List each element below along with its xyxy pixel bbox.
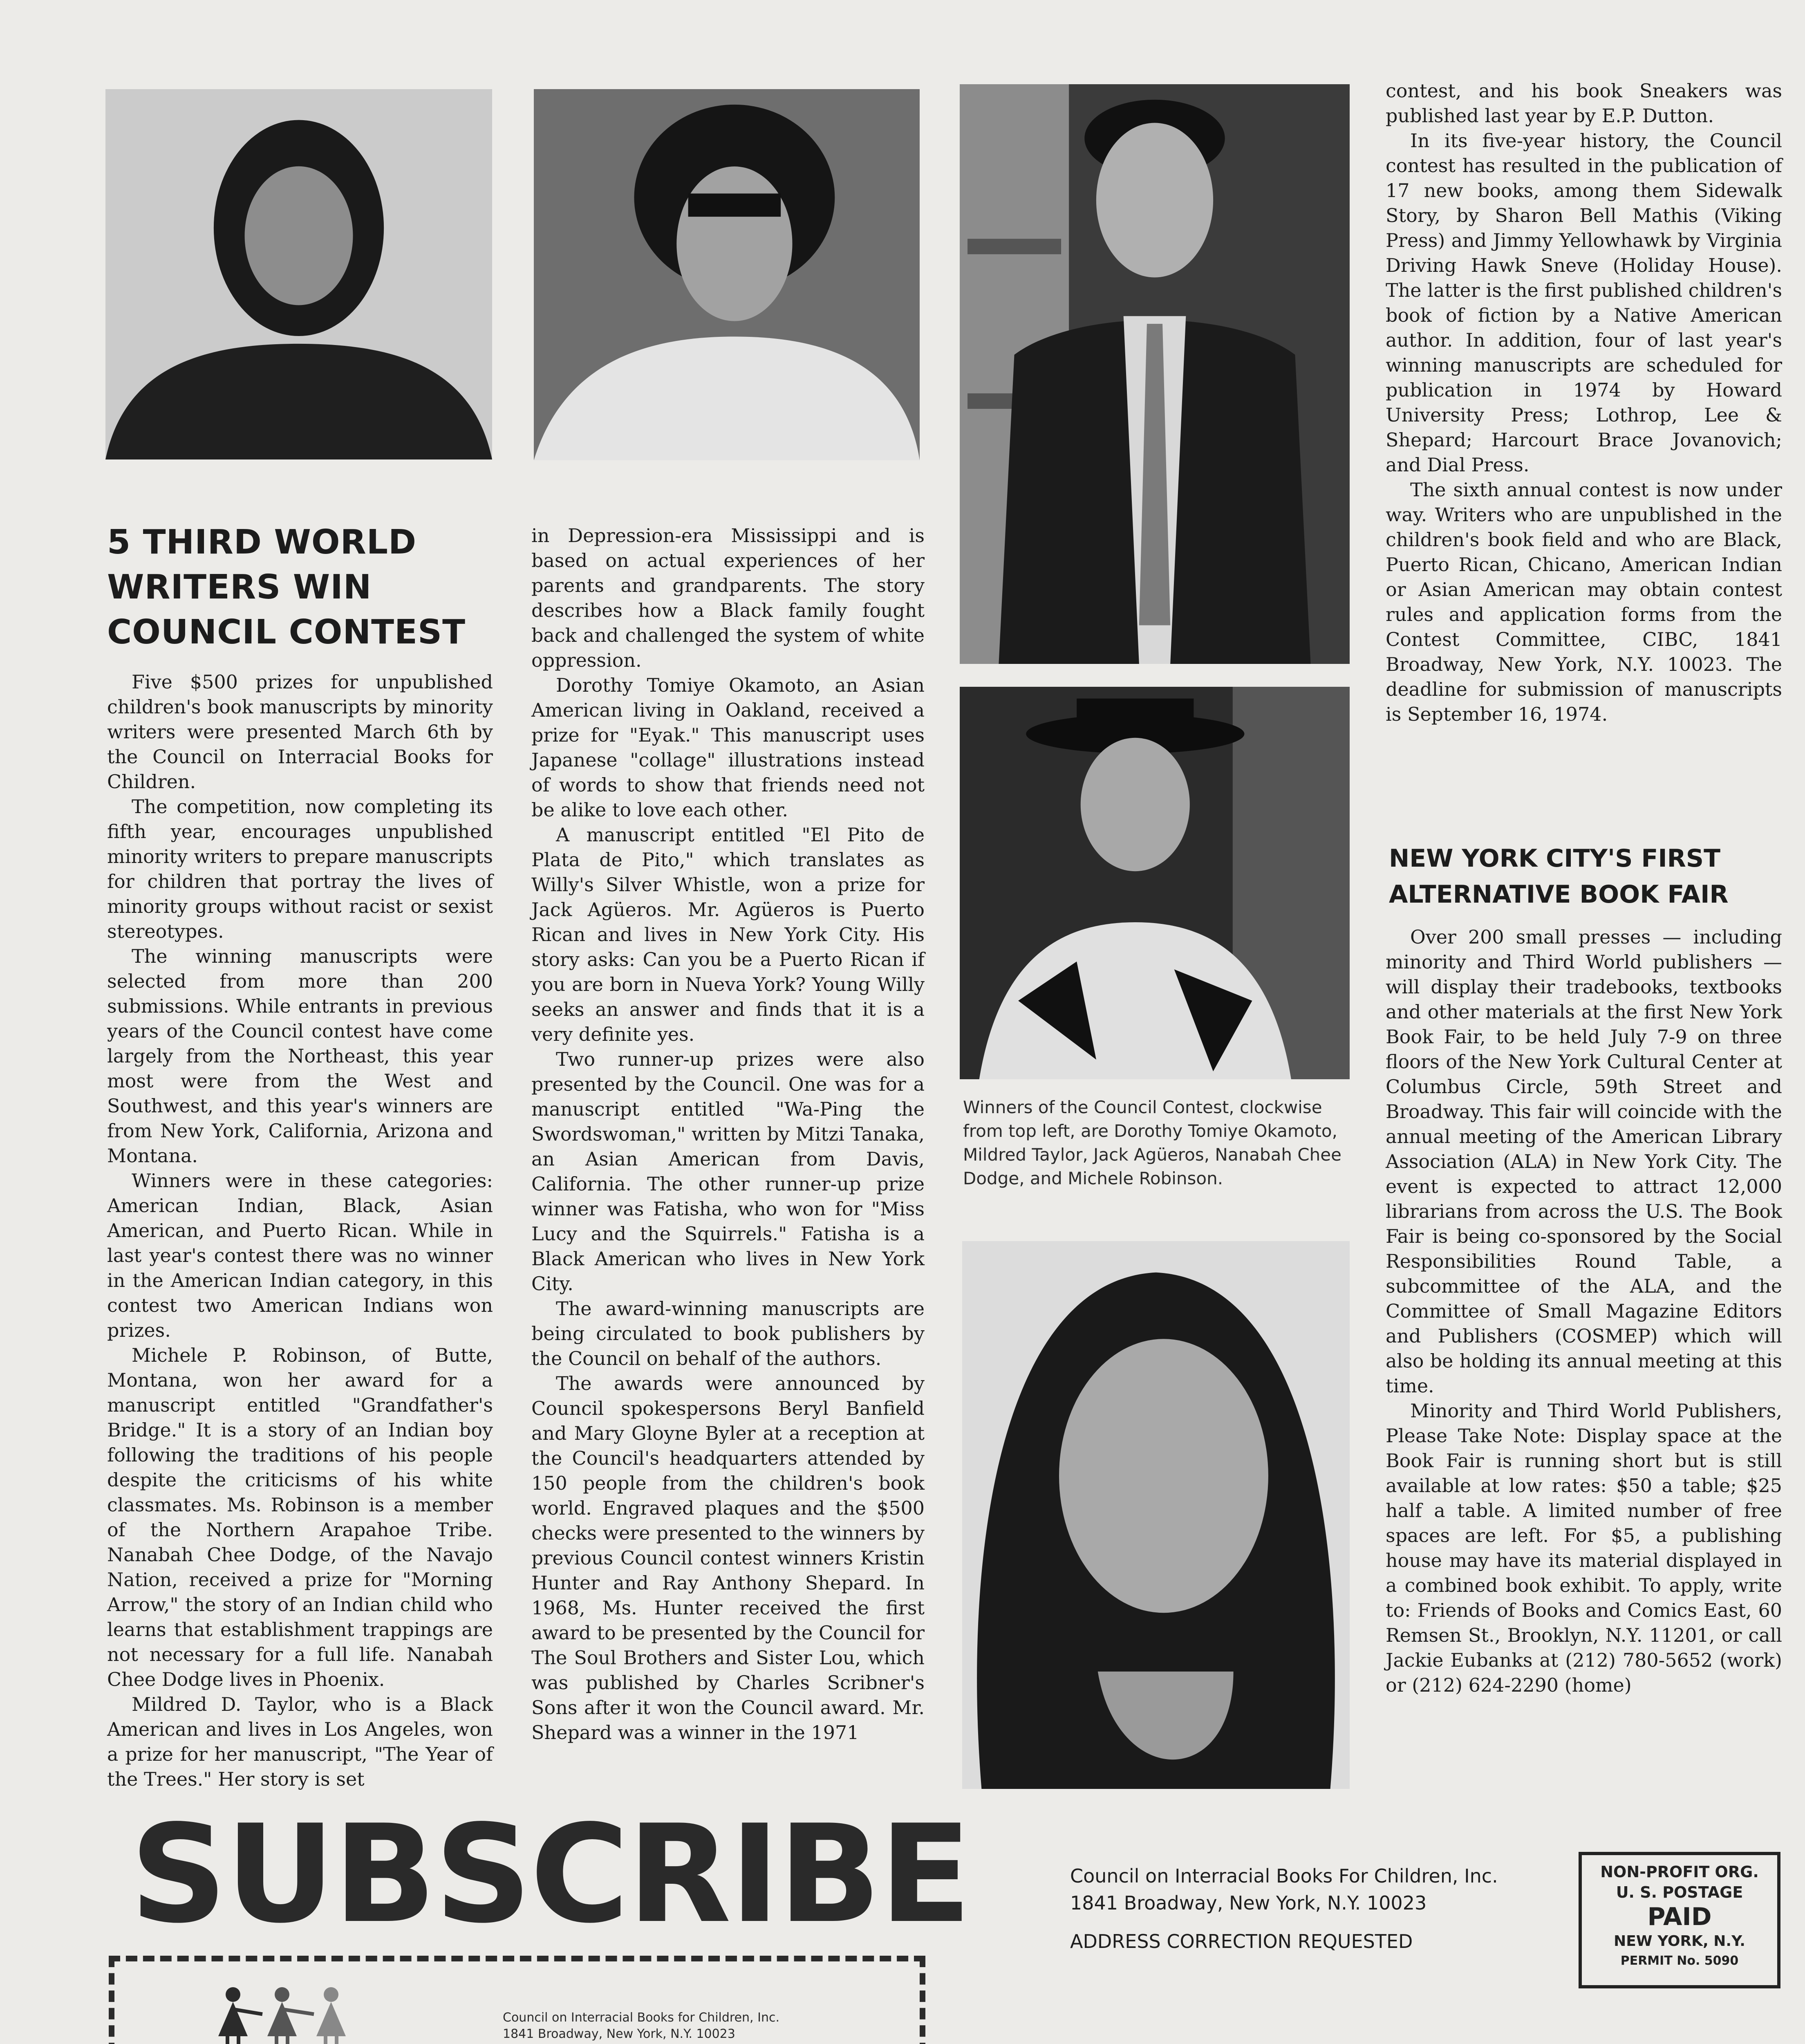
paragraph: Dorothy Tomiye Okamoto, an Asian American living in Oakland, received a prize for "Eyak." This manuscript uses Japanese "collage" illustrations instead of words to show that friends need not be alike to love each other. bbox=[531, 674, 925, 821]
book-fair-headline-line-1: NEW YORK CITY'S FIRST bbox=[1389, 844, 1721, 873]
article-column-1 bbox=[107, 670, 493, 1790]
paragraph: Mildred D. Taylor, who is a Black American and lives in Los Angeles, won a prize for her manuscript, "The Year of the Trees." Her story is set bbox=[107, 1693, 493, 1790]
subscribe-heading: SUBSCRIBE bbox=[130, 1796, 970, 1953]
paragraph: Michele P. Robinson, of Butte, Montana, won her award for a manuscript entitled "Grandfather's Bridge." It is a story of an Indian boy following the traditions of his people despite the criticisms of his white classmates. Ms. Robinson is a member of the Northern Arapahoe Tribe. Nanabah Chee Dodge, of the Navajo Nation, received a prize for "Morning Arrow," the story of an Indian child who learns that establishment trappings are not necessary for a full life. Nanabah Chee Dodge lives in Phoenix. bbox=[107, 1344, 493, 1690]
return-address bbox=[1070, 1862, 1498, 1955]
postage-indicia: NON-PROFIT ORG. U. S. POSTAGE PAID NEW YORK, N.Y. PERMIT No. 5090 bbox=[1579, 1852, 1780, 1988]
paragraph: Minority and Third World Publishers, Please Take Note: Display space at the Book Fair is running short but is still available at low rates: $50 a table; $25 half a table. A limited number of free spaces are left. For $5, a publishing house may have its material displayed in a combined book exhibit. To apply, write to: Friends of Books and Comics East, 60 Remsen St., Brooklyn, N.Y. 11201, or call Jackie Eubanks at (212) 780-5652 (work) or (212) 624-2290 (home) bbox=[1386, 1400, 1782, 1696]
photo-dorothy-okamoto bbox=[105, 89, 492, 459]
book-fair-headline-line-2: ALTERNATIVE BOOK FAIR bbox=[1389, 880, 1729, 909]
subscription-coupon bbox=[109, 1956, 925, 2044]
paragraph: The competition, now completing its fifth year, encourages unpublished minority writers to prepare manuscripts for children that portray the lives of minority groups without racist or sexist stereotypes. bbox=[107, 796, 493, 942]
photo-jack-agueros bbox=[960, 84, 1350, 664]
photo-nanabah-chee-dodge bbox=[960, 687, 1350, 1079]
article-column-4 bbox=[1386, 78, 1782, 727]
paragraph: The sixth annual contest is now under way. Writers who are unpublished in the children's book field and who are Black, Puerto Rican, Chicano, American Indian or Asian American may obtain contest rules and application forms from the Contest Committee, CIBC, 1841 Broadway, New York, N.Y. 10023. The deadline for submission of manuscripts is September 16, 1974. bbox=[1386, 479, 1782, 725]
paragraph: Over 200 small presses — including minority and Third World publishers — will display their tradebooks, textbooks and other materials at the first New York Book Fair, to be held July 7-9 on three floors of the New York Cultural Center at Columbus Circle, 59th Street and Broadway. This fair will coincide with the annual meeting of the American Library Association (ALA) in New York City. The event is expected to attract 12,000 librarians from across the U.S. The Book Fair is being co-sponsored by the Social Responsibilities Round Table, a subcommittee of the ALA, and the Committee of Small Magazine Editors and Publishers (COSMEP) which will also be holding its annual meeting at this time. bbox=[1386, 926, 1782, 1397]
article-column-2 bbox=[531, 523, 925, 1791]
article-headline bbox=[107, 520, 499, 655]
children-figures-icon bbox=[208, 1982, 380, 2044]
headline-line-1: 5 THIRD WORLD bbox=[107, 523, 417, 562]
photo-mildred-taylor bbox=[534, 89, 920, 460]
paragraph: Five $500 prizes for unpublished children's book manuscripts by minority writers were presented March 6th by the Council on Interracial Books for Children. bbox=[107, 671, 493, 793]
paragraph: The awards were announced by Council spokespersons Beryl Banfield and Mary Gloyne Byler at a reception at the Council's headquarters attended by 150 people from the children's book world. Engraved plaques and the $500 checks were presented to the winners by previous Council contest winners Kristin Hunter and Ray Anthony Shepard. In 1968, Ms. Hunter received the first award to be presented by the Council for The Soul Brothers and Sister Lou, which was published by Charles Scribner's Sons after it won the Council award. Mr. Shepard was a winner in the 1971 bbox=[531, 1372, 925, 1744]
headline-line-2: WRITERS WIN bbox=[107, 568, 372, 607]
paragraph: contest, and his book Sneakers was published last year by E.P. Dutton. bbox=[1386, 80, 1782, 127]
book-fair-headline bbox=[1389, 840, 1785, 912]
photo-caption: Winners of the Council Contest, clockwise from top left, are Dorothy Tomiye Okamoto, Mildred Taylor, Jack Agüeros, Nanabah Chee Dodge, and Michele Robinson. bbox=[963, 1097, 1341, 1188]
paragraph: in Depression-era Mississippi and is based on actual experiences of her parents and grandparents. The story describes how a Black family fought back and challenged the system of white oppression. bbox=[531, 524, 925, 671]
coupon-org-address: 1841 Broadway, New York, N.Y. 10023 bbox=[503, 2027, 735, 2041]
paragraph: Winners were in these categories: American Indian, Black, Asian American, and Puerto Rican. While in last year's contest there was no winner in the American Indian category, in this contest two American Indians won prizes. bbox=[107, 1170, 493, 1341]
paragraph: A manuscript entitled "El Pito de Plata de Pito," which translates as Willy's Silver Whistle, won a prize for Jack Agüeros. Mr. Agüeros is Puerto Rican and lives in New York City. His story asks: Can you be a Puerto Rican if you are born in Nueva York? Young Willy seeks an answer and finds that it is a very definite yes. bbox=[531, 824, 925, 1045]
address-correction: ADDRESS CORRECTION REQUESTED bbox=[1070, 1930, 1413, 1952]
photo-michele-robinson bbox=[962, 1241, 1350, 1789]
return-address-line-2: 1841 Broadway, New York, N.Y. 10023 bbox=[1070, 1892, 1427, 1914]
paragraph: In its five-year history, the Council contest has resulted in the publication of 17 new books, among them Sidewalk Story, by Sharon Bell Mathis (Viking Press) and Jimmy Yellowhawk by Virginia Driving Hawk Sneve (Holiday House). The latter is the first published children's book of fiction by a Native American author. In addition, four of last year's winning manuscripts are scheduled for publication in 1974 by Howard University Press; Lothrop, Lee & Shepard; Harcourt Brace Jovanovich; and Dial Press. bbox=[1386, 130, 1782, 476]
return-address-line-1: Council on Interracial Books For Children, Inc. bbox=[1070, 1865, 1498, 1887]
book-fair-article bbox=[1386, 925, 1782, 1698]
paragraph: The award-winning manuscripts are being circulated to book publishers by the Council on behalf of the authors. bbox=[531, 1298, 925, 1369]
paragraph: The winning manuscripts were selected from more than 200 submissions. While entrants in previous years of the Council contest have come largely from the Northeast, this year most were from the West and Southwest, and this year's winners are from New York, California, Arizona and Montana. bbox=[107, 945, 493, 1167]
headline-line-3: COUNCIL CONTEST bbox=[107, 613, 466, 652]
coupon-org-name: Council on Interracial Books for Children, Inc. bbox=[503, 2010, 780, 2025]
paragraph: Two runner-up prizes were also presented by the Council. One was for a manuscript entitled "Wa-Ping the Swordswoman," written by Mitzi Tanaka, an Asian American from Davis, California. The other runner-up prize winner was Fatisha, who won for "Miss Lucy and the Squirrels." Fatisha is a Black American who lives in New York City. bbox=[531, 1048, 925, 1295]
